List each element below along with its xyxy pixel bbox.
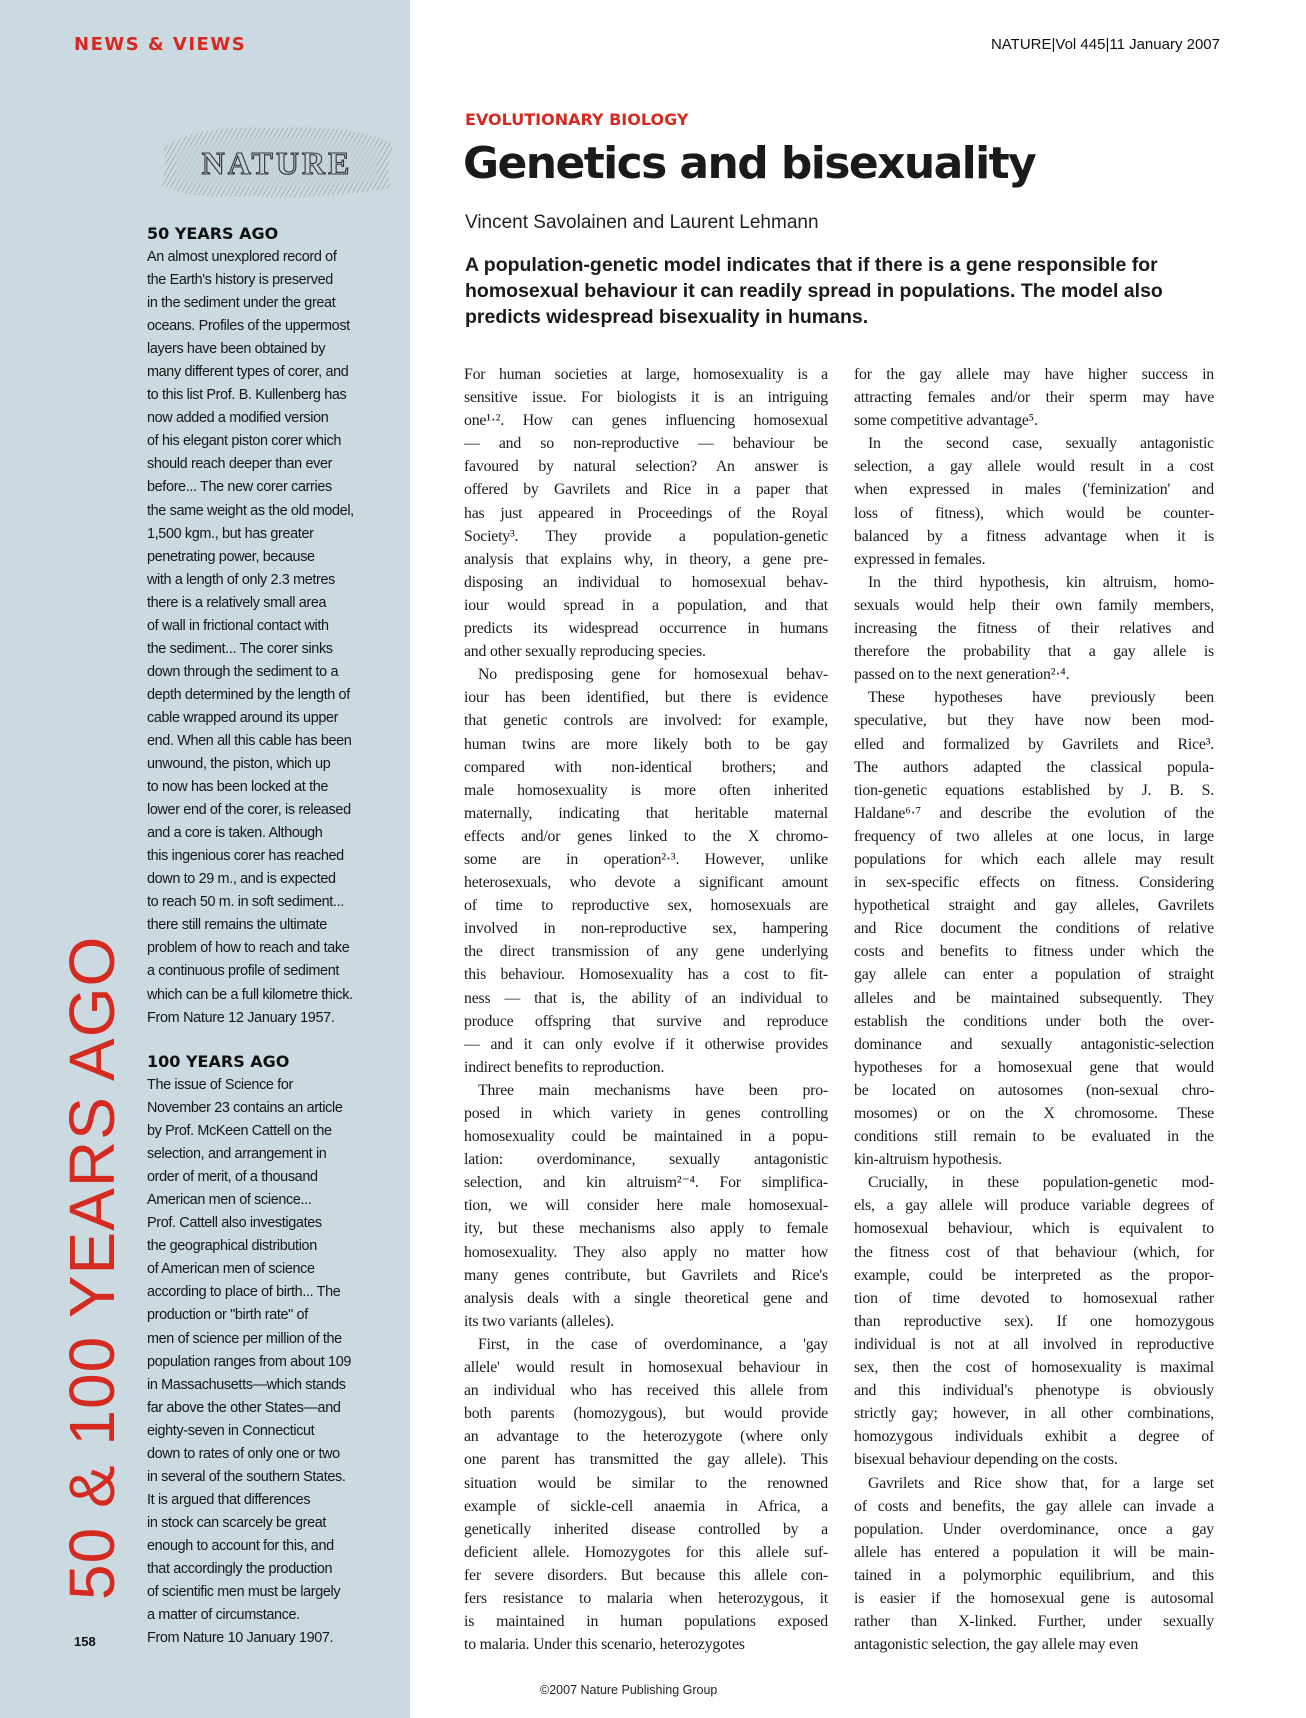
body-text-line: an advantage to the heterozygote (where only [464,1428,828,1446]
sidebar-text-line: with a length of only 2.3 metres [147,571,335,588]
sidebar-text-line: far above the other States—and [147,1399,341,1416]
hundred-years-ago-source: From Nature 10 January 1907. [147,1630,334,1647]
body-text-line: an individual who has received this allele from [464,1382,828,1400]
body-text-line: In the third hypothesis, kin altruism, homo- [868,573,1214,591]
body-text-line: fers resistance to malaria when heterozygous, it [464,1589,828,1607]
body-text-line: the direct transmission of any gene underlying [464,943,828,961]
sidebar-text-line: in Massachusetts—which stands [147,1376,346,1393]
body-text-line: lation: overdominance, sexually antagonistic [464,1151,828,1169]
body-text-line: offered by Gavrilets and Rice in a paper that [464,481,828,499]
body-text-line: strictly gay; however, in all other combinations, [854,1405,1214,1423]
body-text-line: hypothetical straight and gay alleles, Gavrilets [854,897,1214,915]
article-title: Genetics and bisexuality [463,138,1036,189]
body-text-line: Three main mechanisms have been pro- [478,1081,828,1099]
sidebar-text-line: depth determined by the length of [147,686,350,703]
sidebar-text-line: of his elegant piston corer which [147,433,342,450]
body-text-line: frequency of two alleles at one locus, in large [854,827,1214,845]
body-text-line: example, could be interpreted as the propor- [854,1266,1214,1284]
body-text-line: iour has been identified, but there is evidence [464,689,828,707]
sidebar-text-line: there is a relatively small area [147,594,327,611]
body-text-line: maternally, indicating that heritable maternal [464,804,828,822]
body-text-line: In the second case, sexually antagonistic [868,435,1214,453]
body-text-line: gay allele can enter a population of straight [854,966,1214,984]
sidebar-text-line: which can be a full kilometre thick. [147,986,353,1003]
sidebar-text-line: a continuous profile of sediment [147,963,339,980]
sidebar-text-line: should reach deeper than ever [147,456,333,473]
body-text-line: homozygous individuals exhibit a degree of [854,1428,1214,1446]
body-text-line: costs and benefits to fitness under which the [854,943,1214,961]
article-column-2 [854,363,1214,1656]
body-text-line: compared with non-identical brothers; and [464,758,828,776]
sidebar-text-line: that accordingly the production [147,1560,333,1577]
body-text-line: in sex-specific effects on fitness. Considering [854,874,1214,892]
body-text-line: involved in non-reproductive sex, hampering [464,920,828,938]
body-text-line: some competitive advantage⁵. [854,412,1038,430]
sidebar-text-line: now added a modified version [147,410,329,427]
body-text-line: loss of fitness), which would be counter- [854,504,1214,522]
body-text-line: expressed in females. [854,550,986,568]
body-text-line: and other sexually reproducing species. [464,643,706,661]
body-text-line: be located on autosomes (non-sexual chro- [854,1081,1214,1099]
sidebar-text-line: lower end of the corer, is released [147,802,351,819]
body-text-line: populations for which each allele may result [854,850,1214,868]
svg-text:NATURE: NATURE [201,145,353,181]
body-text-line: population. Under overdominance, once a gay [854,1520,1214,1538]
body-text-line: antagonistic selection, the gay allele may even [854,1636,1139,1654]
body-text-line: mosomes) or on the X chromosome. These [854,1105,1214,1122]
body-text-line: when expressed in males ('feminization' and [854,481,1214,499]
body-text-line: hypotheses for a homosexual gene that would [854,1058,1214,1076]
body-text-line: both parents (homozygous), but would provide [464,1405,828,1423]
sidebar-text-line: unwound, the piston, which up [147,756,331,773]
sidebar-text-line: the same weight as the old model, [147,502,354,519]
fifty-years-ago-section [147,222,397,1030]
body-text-line: one parent has transmitted the gay allele). This [464,1451,828,1469]
sidebar-text-line: many different types of corer, and [147,364,349,381]
sidebar-text-line: of wall in frictional contact with [147,617,329,634]
sidebar-text-line: the Earth's history is preserved [147,272,333,289]
article-kicker: EVOLUTIONARY BIOLOGY [465,110,689,129]
sidebar-text-line: Prof. Cattell also investigates [147,1215,322,1232]
section-label: NEWS & VIEWS [74,34,247,55]
sidebar-text-line: layers have been obtained by [147,341,326,358]
body-text-line: — and it can only evolve if it otherwise provides [464,1035,828,1053]
body-text-line: that genetic controls are involved: for example, [464,712,828,730]
hundred-years-ago-section [147,1050,397,1650]
body-text-line: for the gay allele may have higher success in [854,366,1214,383]
sidebar-text-line: before... The new corer carries [147,479,332,496]
body-text-line: No predisposing gene for homosexual behav- [478,666,828,684]
body-text-line: iour would spread in a population, and that [464,596,828,614]
body-text-line: The authors adapted the classical popula- [854,758,1214,776]
sidebar-text-line: end. When all this cable has been [147,732,352,749]
body-text-line: produce offspring that survive and reproduce [464,1012,828,1030]
body-text-line: These hypotheses have previously been [868,689,1214,707]
sidebar-text-line: to this list Prof. B. Kullenberg has [147,387,347,404]
sidebar-text-line: population ranges from about 109 [147,1353,352,1370]
body-text-line: For human societies at large, homosexuality is a [464,366,828,383]
body-text-line: fer severe disorders. But because this allele con- [464,1566,828,1584]
sidebar-text-line: in stock can scarcely be great [147,1514,327,1531]
body-text-line: predicts its widespread occurrence in humans [464,620,828,638]
sidebar-text-line: selection, and arrangement in [147,1146,327,1163]
sidebar-text-line: order of merit, of a thousand [147,1169,318,1186]
body-text-line: tion-genetic equations established by J. B. S. [854,781,1214,799]
body-text-line: to malaria. Under this scenario, heterozygotes [464,1636,745,1654]
fifty-years-ago-heading: 50 YEARS AGO [147,224,279,243]
sidebar-text-line: to now has been locked at the [147,779,329,796]
body-text-line: establish the conditions under both the over- [854,1012,1214,1030]
body-text-line: rather than X-linked. Further, under sexually [854,1613,1214,1631]
body-text-line: selection, and kin altruism²⁻⁴. For simplifica- [464,1174,828,1192]
body-text-line: some are in operation²·³. However, unlike [464,850,828,868]
body-text-line: genetically inherited disease controlled by a [464,1520,828,1538]
body-text-line: allele has entered a population it will be main- [854,1543,1214,1561]
body-text-line: and this individual's phenotype is obviously [854,1382,1214,1400]
page-number: 158 [74,1634,96,1649]
sidebar-text-line: by Prof. McKeen Cattell on the [147,1123,332,1140]
body-text-line: conditions still remain to be evaluated in the [854,1128,1214,1146]
body-text-line: kin-altruism hypothesis. [854,1151,1002,1169]
body-text-line: than reproductive sex). If one homozygous [854,1312,1214,1330]
body-text-line: — and so non-reproductive — behaviour be [464,435,828,453]
body-text-line: example of sickle-cell anaemia in Africa, a [464,1497,828,1515]
sidebar-text-line: down to rates of only one or two [147,1445,340,1462]
body-text-line: Gavrilets and Rice show that, for a large set [868,1474,1214,1492]
body-text-line: analysis deals with a single theoretical gene and [464,1289,828,1307]
body-text-line: has just appeared in Proceedings of the Royal [464,504,828,522]
sidebar-text-line: a matter of circumstance. [147,1607,300,1624]
body-text-line: balanced by a fitness advantage when it is [854,527,1214,545]
body-text-line: sexuals would help their own family members, [854,596,1214,614]
sidebar-text-line: and a core is taken. Although [147,825,323,842]
body-text-line: heterosexuals, who devote a significant amount [464,874,828,892]
sidebar-text-line: down through the sediment to a [147,663,339,680]
sidebar-text-line: to reach 50 m. in soft sediment... [147,894,344,911]
sidebar-text-line: down to 29 m., and is expected [147,871,336,888]
sidebar-text-line: American men of science... [147,1192,312,1209]
copyright-notice: ©2007 Nature Publishing Group [540,1683,718,1697]
sidebar-text-line: The issue of Science for [147,1077,293,1093]
body-text-line: tion, we will consider here male homosexual- [464,1197,828,1215]
sidebar-text-line: It is argued that differences [147,1491,311,1508]
body-text-line: effects and/or genes linked to the X chromo- [464,827,828,845]
body-text-line: speculative, but they have now been mod- [854,712,1214,730]
body-text-line: one¹·². How can genes influencing homosexual [464,412,828,430]
sidebar-text-line: in several of the southern States. [147,1468,346,1485]
body-text-line: homosexuality. They also apply no matter how [464,1243,828,1261]
body-text-line: and Rice document the conditions of relative [854,920,1214,938]
body-text-line: Haldane⁶·⁷ and describe the evolution of the [854,804,1214,822]
sidebar-text-line: 1,500 kgm., but has greater [147,525,314,542]
body-text-line: therefore the probability that a gay allele is [854,643,1214,661]
body-text-line: passed on to the next generation²·⁴. [854,666,1070,684]
vertical-section-title: 50 & 100 YEARS AGO [56,935,128,1600]
body-text-line: analysis that explains why, in theory, a gene pre- [464,550,828,568]
body-text-line: sensitive issue. For biologists it is an intriguing [464,389,828,407]
sidebar-text-line: production or "birth rate" of [147,1307,308,1324]
hundred-years-ago-heading: 100 YEARS AGO [147,1052,290,1071]
sidebar-text-line: penetrating power, because [147,548,315,565]
body-text-line: increasing the fitness of their relatives and [854,620,1214,638]
sidebar-text-line: according to place of birth... The [147,1284,341,1301]
fifty-years-ago-text [147,246,397,1007]
body-text-line: posed in which variety in genes controlling [464,1105,828,1122]
sidebar-text-line: in the sediment under the great [147,295,336,312]
article-column-1 [464,363,828,1656]
body-text-line: Crucially, in these population-genetic mod- [868,1174,1214,1192]
sidebar-text-line: there still remains the ultimate [147,917,327,934]
article-authors: Vincent Savolainen and Laurent Lehmann [465,212,819,233]
article-standfirst: A population-genetic model indicates that if there is a gene responsible for homosexual behaviour it can readily spread in populations. The model also predicts widespread bisexuality in humans. [465,254,1163,328]
sidebar-text-line: of American men of science [147,1261,315,1278]
sidebar-text-line: eighty-seven in Connecticut [147,1422,315,1439]
body-text-line: homosexuality could be maintained in a popu- [464,1128,828,1146]
body-text-line: elled and formalized by Gavrilets and Rice³. [854,735,1214,753]
body-text-line: indirect benefits to reproduction. [464,1058,665,1076]
body-text-line: disposing an individual to homosexual behav- [464,573,828,591]
running-head: NATURE|Vol 445|11 January 2007 [990,36,1220,53]
body-text-line: this behaviour. Homosexuality has a cost to fit- [464,966,828,984]
body-text-line: dominance and sexually antagonistic-selection [854,1035,1214,1053]
sidebar-text-line: An almost unexplored record of [147,249,337,265]
body-text-line: alleles and be maintained subsequently. They [854,989,1214,1007]
fifty-years-ago-source: From Nature 12 January 1957. [147,1009,335,1026]
sidebar-text-line: the sediment... The corer sinks [147,640,333,657]
body-text-line: many genes contribute, but Gavrilets and Rice's [464,1266,828,1284]
body-text-line: selection, a gay allele would result in a cost [854,458,1214,476]
body-text-line: ness — that is, the ability of an individual to [464,989,828,1007]
body-text-line: favoured by natural selection? An answer is [464,458,828,476]
body-text-line: situation would be similar to the renowned [464,1474,828,1492]
body-text-line: homosexual behaviour, which is equivalent to [854,1220,1214,1238]
sidebar-text-line: this ingenious corer has reached [147,848,344,865]
sidebar-text-line: men of science per million of the [147,1330,342,1347]
sidebar-text-line: cable wrapped around its upper [147,709,339,726]
body-text-line: of costs and benefits, the gay allele can invade a [854,1497,1214,1515]
body-text-line: deficient allele. Homozygotes for this allele suf- [464,1543,828,1561]
body-text-line: sex, then the cost of homosexuality is maximal [854,1359,1214,1377]
sidebar-text-line: oceans. Profiles of the uppermost [147,318,350,335]
body-text-line: els, a gay allele will produce variable degrees of [854,1197,1214,1215]
body-text-line: the fitness cost of that behaviour (which, for [854,1243,1214,1261]
body-text-line: allele' would result in homosexual behaviour in [464,1359,828,1377]
body-text-line: Society³. They provide a population-genetic [464,527,828,545]
hundred-years-ago-text [147,1074,397,1627]
body-text-line: attracting females and/or their sperm may have [854,389,1214,407]
body-text-line: its two variants (alleles). [464,1312,614,1330]
body-text-line: tion of time devoted to homosexual rather [854,1289,1214,1307]
sidebar-text-line: November 23 contains an article [147,1100,343,1117]
body-text-line: of time to reproductive sex, homosexuals are [464,897,828,915]
body-text-line: individual is not at all involved in reproductive [854,1335,1214,1353]
sidebar-text-line: enough to account for this, and [147,1537,334,1554]
body-text-line: male homosexuality is more often inherited [464,781,828,799]
nature-masthead-logo [155,118,400,204]
body-text-line: ity, but these mechanisms also apply to female [464,1220,828,1238]
body-text-line: tained in a polymorphic equilibrium, and this [854,1566,1214,1584]
body-text-line: is maintained in human populations exposed [464,1613,828,1631]
sidebar-text-line: of scientific men must be largely [147,1584,341,1601]
body-text-line: bisexual behaviour depending on the costs. [854,1451,1118,1469]
sidebar-text-line: the geographical distribution [147,1238,317,1255]
body-text-line: First, in the case of overdominance, a 'gay [478,1335,828,1353]
body-text-line: human twins are more likely both to be gay [464,735,828,753]
sidebar-text-line: problem of how to reach and take [147,940,350,957]
body-text-line: is easier if the homosexual gene is autosomal [854,1589,1214,1607]
